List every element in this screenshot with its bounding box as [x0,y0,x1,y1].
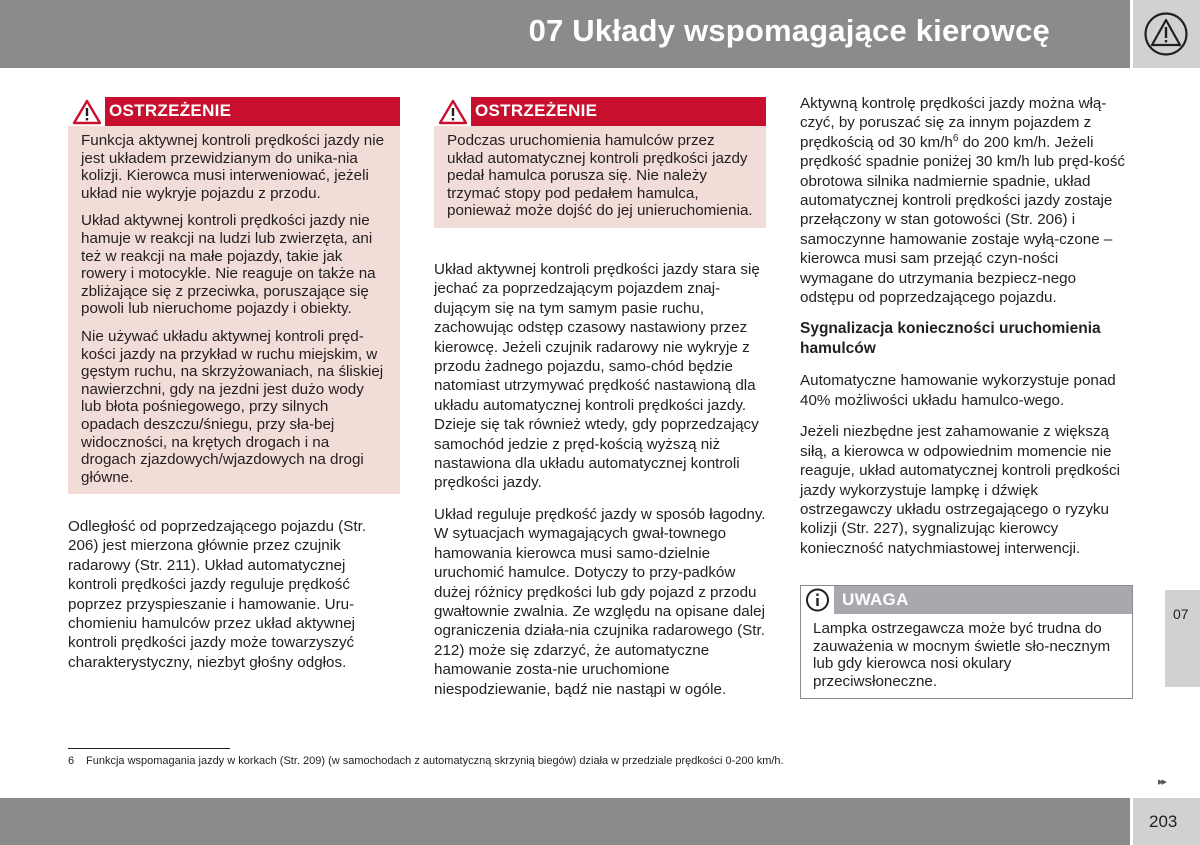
warning-header [68,97,400,126]
warning-paragraph: Nie używać układu aktywnej kontroli pręd-kości jazdy na przykład w ruchu miejskim, w gęstym ruchu, na skrzyżowaniach, na śliskiej nawierzchni, gdy na jezdni jest dużo wody lub błota pośniegowego, przy silnych opadach deszczu/śniegu, przy sła-bej widoczności, na krętych drogach i na drogach zjazdowych/wjazdowych na drogi główne. [81,327,384,486]
section-heading: Sygnalizacja konieczności uruchomienia hamulców [800,320,1101,358]
warning-icon-box [68,97,105,126]
header-bar [0,0,1130,68]
note-body: Lampka ostrzegawcza może być trudna do zauważenia w mocnym świetle sło-necznym lub gdy kierowca nosi okulary przeciwsłoneczne. [813,620,1111,690]
text-part: Aktywną kontrolę prędkości jazdy można włą-czyć, by poruszać się za innym pojazdem z prędkością od 30 km/h [800,95,1107,151]
warning-body [68,126,400,494]
warning-icon-box [434,97,471,126]
body-paragraph: Odległość od poprzedzającego pojazdu (Str. 206) jest mierzona głównie przez czujnik radarowy (Str. 211). Układ automatycznej kontroli prędkości jazdy reguluje prędkość poprzez przyspieszanie i hamowanie. Uru-chomieniu hamulców przez układ aktywnej kontroli prędkości jazdy może towarzyszyć charakterystyczny, niezbyt głośny odgłos. [68,518,367,671]
warning-label: OSTRZEŻENIE [475,101,598,120]
text-part: do 200 km/h. Jeżeli prędkość spadnie poniżej 30 km/h lub pręd-kość obrotowa silnika nadmiernie spadnie, układ automatycznej kontroli prędkości jazdy zostaje przełączony w stan gotowości (Str. 206) i samoczynne hamowanie zostaje wyłą-czone – kierowca musi sam przejąć czyn-ności wymagane do utrzymania bezpiecz-nego odstępu od poprzedzającego pojazdu. [800,133,1126,307]
page-number-box [1133,798,1200,845]
next-page-arrows-icon: ▸▸ [1158,776,1166,788]
footnote-divider [68,748,230,749]
chapter-title: 07 Układy wspomagające kierowcę [528,13,1050,48]
body-paragraph: Jeżeli niezbędne jest zahamowanie z większą siłą, a kierowca w odpowiednim momencie nie reaguje, układ automatycznej kontroli prędkości jazdy wykorzystuje lampkę i dźwięk ostrzegawczy układu ostrzegającego o ryzyku kolizji (Str. 227), sygnalizując kierowcy konieczność natychmiastowej interwencji. [800,423,1120,557]
body-paragraph: Automatyczne hamowanie wykorzystuje ponad 40% możliwości układu hamulco-wego. [800,372,1116,409]
header-icon-box [1133,0,1200,68]
warning-header [434,97,766,126]
warning-paragraph: Podczas uruchomienia hamulców przez układ automatycznej kontroli prędkości jazdy pedał hamulca porusza się. Nie należy trzymać stopy pod pedałem hamulca, ponieważ może dojść do jej unieruchomienia. [447,132,753,220]
warning-label: OSTRZEŻENIE [109,101,232,120]
warning-paragraph: Układ aktywnej kontroli prędkości jazdy nie hamuje w reakcji na ludzi lub zwierzęta, ani też w reakcji na małe pojazdy, takie jak rowery i motocykle. Nie reaguje on także na zbliżające się z przeciwka, poruszające się powoli lub nieruchome pojazdy i obiekty. [81,212,376,318]
note-box [800,585,1133,699]
body-paragraph: Układ aktywnej kontroli prędkości jazdy stara się jechać za poprzedzającym pojazdem znaj-dującym się na tym samym pasie ruchu, zachowując odstęp czasowy nastawiony przez kierowcę. Jeżeli czujnik radarowy nie wykryje z przodu żadnego pojazdu, samo-chód będzie natomiast utrzymywać prędkość nastawioną dla układu automatycznej kontroli prędkości jazdy. Dzieje się tak również wtedy, gdy poprzedzający samochód jedzie z pręd-kością wyższą niż nastawiona dla układu automatycznej kontroli prędkości jazdy. [434,261,760,492]
info-icon [805,588,830,612]
warning-triangle-icon [1143,12,1189,56]
footnote-text: Funkcja wspomagania jazdy w korkach (Str. 209) (w samochodach z automatyczną skrzynią biegów) działa w przedziale prędkości 0-200 km/h. [86,755,784,767]
warning-icon [438,99,468,125]
note-icon-box [801,586,834,614]
footnote-ref: 6 [952,132,959,144]
column-1-text [68,517,398,684]
warning-icon [72,99,102,125]
chapter-number: 07 [1173,606,1189,622]
note-header [801,586,1132,614]
warning-box-1 [68,97,400,494]
body-paragraph [800,94,1132,307]
footer-bar [0,798,1130,845]
warning-paragraph: Funkcja aktywnej kontroli prędkości jazdy nie jest układem przewidzianym do unika-nia kolizji. Kierowca musi interweniować, jeżeli układ nie wykryje pojazdu z przodu. [81,132,385,202]
chapter-side-tab [1165,590,1200,687]
column-3-text [800,94,1132,570]
warning-box-2 [434,97,766,228]
footnote-number: 6 [68,755,75,767]
footnote [68,755,784,767]
body-paragraph: Układ reguluje prędkość jazdy w sposób łagodny. W sytuacjach wymagających gwał-townego hamowania kierowca musi samo-dzielnie uruchomić hamulce. Dotyczy to przy-padków dużej różnicy prędkości lub gdy pojazd z przodu gwałtownie zwalnia. Ze względu na opisane dalej ograniczenia działa-nia czujnika radarowego (Str. 212) może się zdarzyć, że automatyczne hamowanie zosta-nie uruchomione niespodziewanie, bądź nie nastąpi w ogóle. [434,505,766,698]
page-number: 203 [1149,812,1178,831]
column-2-text [434,260,766,711]
warning-body [434,126,766,228]
note-label: UWAGA [842,590,909,609]
